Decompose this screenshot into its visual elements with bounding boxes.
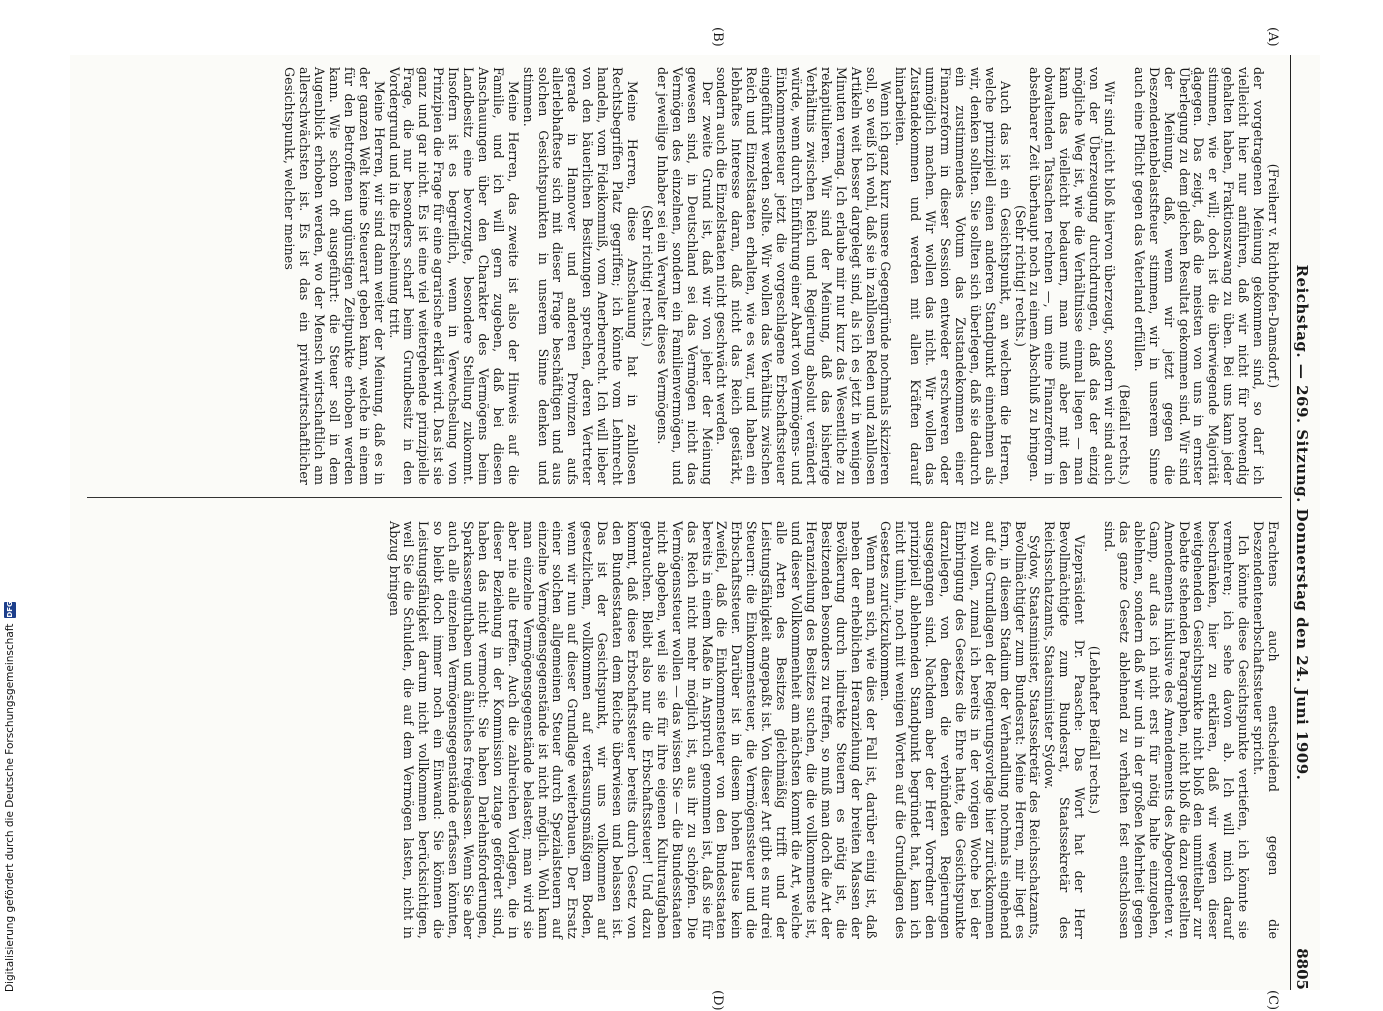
margin-marker-c: (C) (1265, 990, 1280, 1011)
paragraph: Meine Herren, diese Anschauung hat in zahllosen Rechtsbegriffen Platz gegriffen; ich könnte vom Lehnrecht handeln, vom Fideikommiß, vom Anerbenrecht. Ich will lieber von den bäuerlichen Besitzungen sprechen, deren Vertreter gerade in Hannover und anderen Provinzen aufs allerlebhafteste sich mit dieser Frage beschäftigen und aus solchen Gesichtspunkten in unserem Sinne denken und stimmen. (520, 67, 641, 485)
paragraph: Meine Herren, das zweite ist also der Hinweis auf die Familie, und ich will gern zugeben, daß bei diesen Anschauungen über den Charakter des Vermögens beim Landbesitz eine bevorzugte, besondere Stellung zukommt. Insofern ist es begreiflich, wenn in Verwechselung von Prinzipien die Frage für eine agrarische erklärt wird. Das ist sie ganz und gar nicht. Es ist eine viel weitergehende prinzipielle Frage, die nur besonders scharf beim Grundbesitz in den Vordergrund und in die Erscheinung tritt. (386, 67, 521, 485)
running-speaker: (Freiherr v. Richthofen-Damsdorf.) (1266, 163, 1281, 389)
paragraph: Erachtens auch entscheidend gegen die Deszendentenerbschaftssteuer spricht. (1251, 521, 1281, 939)
page-header (1290, 55, 1320, 990)
margin-marker-d: (D) (710, 990, 725, 1011)
paragraph: Wir sind nicht bloß hiervon überzeugt, sondern wir sind auch von der Überzeugung durchdrungen, daß das der einzig mögliche Weg ist, wie die Verhältnisse einmal liegen — man kann das vielleicht bedauern, man muß aber mit den obwaltenden Tatsachen rechnen —, um eine Finanzreform in absehbarer Zeit überhaupt noch zu einem Abschluß zu bringen. (1027, 67, 1118, 485)
interjection: (Sehr richtig! rechts.) (1012, 205, 1028, 347)
margin-marker-a: (A) (1265, 27, 1280, 47)
paragraph: Wenn man sich, wie dies der Fall ist, darüber einig ist, daß neben der erheblichen Heranziehung der breiten Massen der Bevölkerung durch indirekte Steuern es nötig ist, die Besitzenden besonders zu treffen, so muß man doch die Art der Heranziehung des Besitzes suchen, die die vollkommenste ist, und dieser Vollkommenheit am nächsten kommt die Art, welche alle Arten des Besitzes gleichmäßig trifft und der Leistungsfähigkeit angepaßt ist. Von dieser Art gibt es nur drei Steuern: die Einkommensteuer, die Vermögenssteuer und die Erbschaftssteuer. Darüber ist in diesem hohen Hause kein Zweifel, daß die Einkommensteuer von den Bundesstaaten bereits in einem Maße in Anspruch genommen ist, daß sie für das Reich nicht mehr möglich ist, aus ihr zu schöpfen. Die Vermögenssteuer wollen — das wissen Sie — die Bundesstaaten nicht abgeben, weil sie sie für ihre eigenen Kulturaufgaben gebrauchen. Bleibt also nur die Erbschaftssteuer! Und dazu kommt, daß diese Erbschaftssteuer bereits durch Gesetz von den Bundesstaaten dem Reiche überwiesen und belassen ist. Das ist der Gesichtspunkt, wir uns vollkommen auf gesetzlichem, vollkommen auf verfassungsmäßigem Boden, wenn wir nun auf dieser Grundlage weiterbauen. Der Ersatz einer solchen allgemeinen Steuer durch Spezialsteuern auf einzelne Vermögensgegenstände ist nicht möglich. Wohl kann man einzelne Vermögensgegenstände belasten; man wird sie aber nie alle treffen. Auch die zahlreichen Vorlagen, die in dieser Beziehung in der Kommission zutage gefördert sind, haben das nicht vermocht: Sie haben Darlehnsforderungen, Sparkassenguthaben und ähnliches freigelassen. Wenn Sie aber auch alle einzelnen Vermögensgegenstände erfassen könnten, so bleibt doch immer noch ein Einwand: Sie können die Leistungsfähigkeit darum nicht vollkommen berücksichtigen, weil Sie die Schulden, die auf dem Vermögen lasten, nicht in Abzug bringen (386, 521, 879, 939)
paragraph: der vorgetragenen Meinung gekommen sind, so darf ich vielleicht hier nur anführen, daß wir nicht für notwendig gehalten haben, Fraktionszwang zu üben. Bei uns kann jeder stimmen, wie er will; doch ist die überwiegende Majorität dagegen. Das zeigt, daß die meisten von uns in ernster Überlegung zu dem gleichen Resultat gekommen sind. Wir sind der Meinung, daß, wenn wir jetzt gegen die Deszendentenbelastsfteuer stimmen, wir in unserem Sinne auch eine Pflicht gegen das Vaterland erfüllen. (1131, 67, 1267, 485)
scanned-page (70, 27, 1320, 1011)
paragraph: Wenn ich ganz kurz unsere Gegengründe nochmals skizzieren soll, so weiß ich wohl, daß sie in zahllosen Reden und zahllosen Artikeln weit besser dargelegt sind, als ich es jetzt in wenigen Minuten vermag. Ich erlaube mir nur kurz das Wesentliche zu rekapitulieren. Wir sind der Meinung, daß das bisherige Verhältnis zwischen Reich und Regierung absolut verändert würde, wenn durch Einführung einer Abart von Vermögens- und Einkommensteuer jetzt die vorgeschlagene Erbschaftssteuer eingeführt werden sollte. Wir wollen das Verhältnis zwischen Reich und Einzelstaaten erhalten, wie es war, und haben ein lebhaftes Interesse daran, daß nicht das Reich gestärkt, sondern auch die Einzelstaaten nicht geschwächt werden. (714, 67, 894, 485)
right-column (386, 521, 1280, 939)
dfg-logo-icon: DFG (6, 601, 14, 618)
page-header-title: Reichstag. — 269. Sitzung. Donnerstag den 24. Juni 1909. (1293, 264, 1311, 781)
interjection: (Sehr richtig! rechts.) (639, 205, 655, 347)
column-divider (87, 497, 1282, 498)
paragraph: Ich könnte diese Gesichtspunkte vertiefen, ich könnte sie vermehren; ich sehe davon ab. Ich will mich darauf beschränken, hier zu erklären, daß wir wegen dieser weitgehenden Gesichtspunkte nicht bloß den unmittelbar zur Debatte stehenden Paragraphen, nicht bloß die dazu gestellten Amendements inklusive des Amendements des Abgeordneten v. Gamp, auf das ich nicht erst für nötig halte einzugehen, ablehnen, sondern daß wir und in der großen Mehrheit gegen das ganze Gesetz ablehnend zu verhalten fest entschlossen sind. (1102, 521, 1252, 939)
interjection: (Beifall rechts.) (1116, 384, 1132, 485)
paragraph: Meine Herren, wir sind dann weiter der Meinung, daß es in der ganzen Welt keine Steuerart geben kann, welche in einem für den Betroffenen ungünstigen Zeitpunkte erhoben werden kann. Wie schon oft ausgeführt: die Steuer soll in dem Augenblick erhoben werden, wo der Mensch wirtschaftlich am allerschwächsten ist. Es ist das ein privatwirtschaftlicher Gesichtspunkt, welcher meines (282, 67, 387, 485)
page-number: 8805 (1293, 948, 1311, 990)
speaker-paragraph: Sydow, Staatsminister, Staatssekretär des Reichsschatzamts, Bevollmächtigter zum Bundesrat: Meine Herren, mir liegt es fern, in diesem Stadium der Verhandlung nochmals eingehend auf die Grundlagen der Regierungsvorlage hier zurückkommen zu wollen, zumal ich bereits in der vorigen Woche bei der Einbringung des Gesetzes die Ehre hatte, die Gesichtspunkte darzulegen, von denen die verbündeten Regierungen ausgegangen sind. Nachdem aber der Herr Vorredner den prinzipiell ablehnenden Standpunkt begründet hat, kann ich nicht umhin, noch mit wenigen Worten auf die Grundlagen des Gesetzes zurückzukommen. (878, 521, 1043, 939)
paragraph: Der zweite Grund ist, daß wir von jeher der Meinung gewesen sind, in Deutschland sei das Vermögen nicht das Vermögen des einzelnen, sondern ein Familienvermögen, und der jeweilige Inhaber sei ein Verwalter dieses Vermögens. (654, 67, 715, 485)
margin-marker-b: (B) (710, 27, 725, 47)
paragraph: Vizepräsident Dr. Paasche: Das Wort hat der Herr Bevollmächtigte zum Bundesrat, Staatssekretär des Reichsschatzamts, Staatsminister Sydow. (1042, 521, 1088, 939)
left-column (281, 67, 1280, 485)
interjection: (Lebhafter Beifall rechts.) (1087, 645, 1103, 815)
paragraph: Auch das ist ein Gesichtspunkt, an welchem die Herren, welche prinzipiell einen anderen Standpunkt einnehmen als wir, denken sollten. Sie sollten sich überlegen, daß sie dadurch ein zustimmendes Votum das Zustandekommen einer Finanzreform in dieser Session entweder erschweren oder unmöglich machen. Wir wollen das nicht. Wir wollen das Zustandekommen und werden mit allen Kräften darauf hinarbeiten. (893, 67, 1013, 485)
digitization-credit (0, 0, 20, 1000)
credit-text: Digitalisierung gefördert durch die Deutsche Forschungsgemeinschaft (4, 623, 16, 992)
